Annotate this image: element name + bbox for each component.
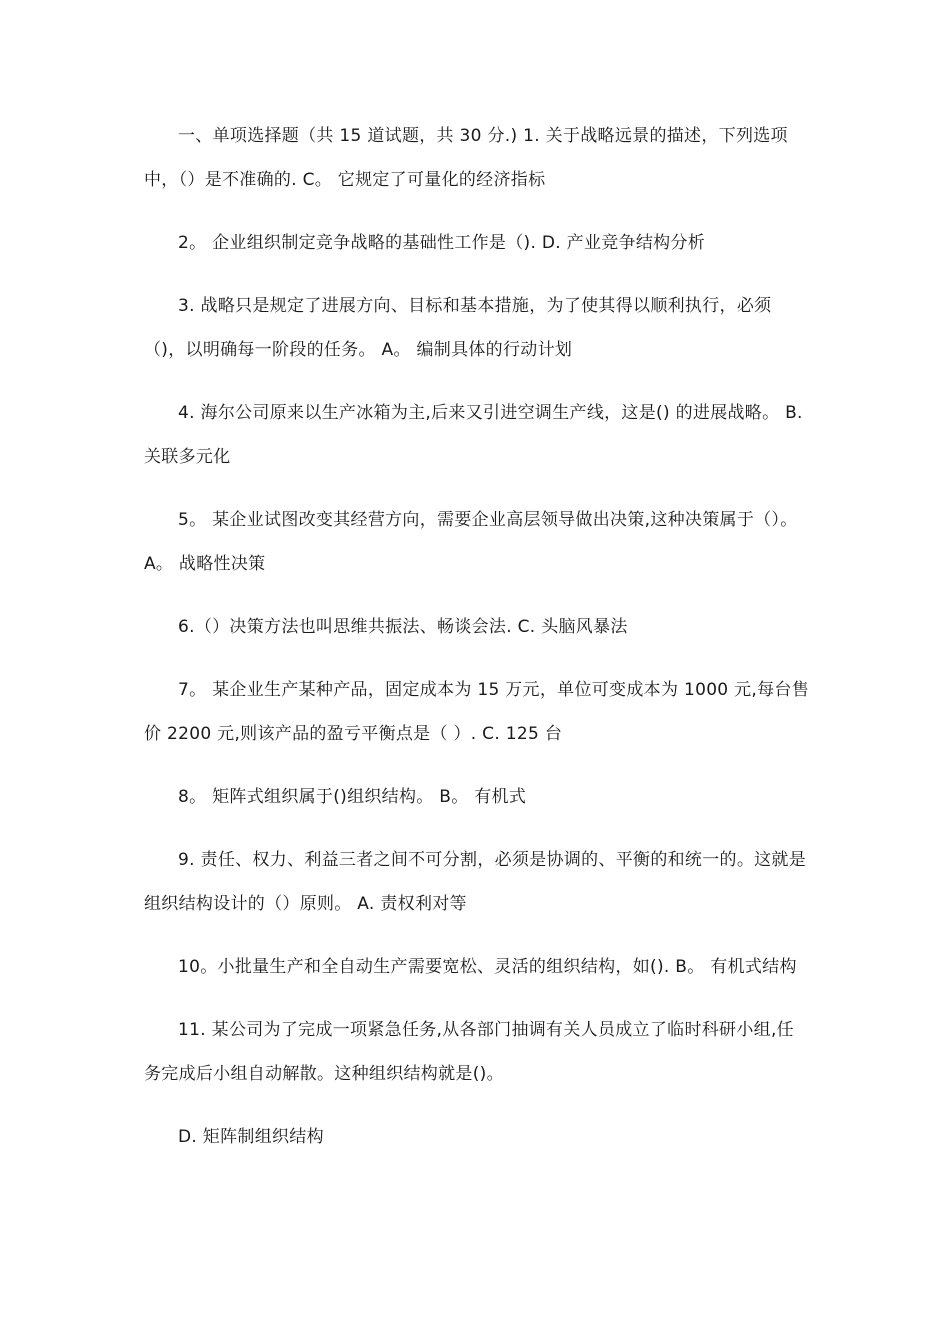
question-2-paragraph: 2。 企业组织制定竞争战略的基础性工作是（). D. 产业竞争结构分析 [178,233,706,253]
question-5-paragraph: 5。 某企业试图改变其经营方向，需要企业高层领导做出决策,这种决策属于（）。 A。 战略性决策 [144,510,798,574]
question-10-paragraph: 10。小批量生产和全自动生产需要宽松、灵活的组织结构，如(). B。 有机式结构 [178,957,797,977]
question-3-paragraph: 3. 战略只是规定了进展方向、目标和基本措施，为了使其得以顺利执行，必须（)，以明确每一阶段的任务。 A。 编制具体的行动计划 [144,296,772,360]
question-7-paragraph: 7。 某企业生产某种产品，固定成本为 15 万元，单位可变成本为 1000 元,每台售价 2200 元,则该产品的盈亏平衡点是（ ）. C. 125 台 [144,680,810,744]
question-1-paragraph: 一、单项选择题（共 15 道试题，共 30 分.) 1. 关于战略远景的描述，下列选项中，（）是不准确的. C。 它规定了可量化的经济指标 [144,126,788,190]
question-11-answer-paragraph: D. 矩阵制组织结构 [178,1127,324,1147]
question-8-paragraph: 8。 矩阵式组织属于()组织结构。 B。 有机式 [178,787,527,807]
question-11-paragraph: 11. 某公司为了完成一项紧急任务,从各部门抽调有关人员成立了临时科研小组,任务完成后小组自动解散。这种组织结构就是()。 [144,1020,794,1084]
question-6-paragraph: 6.（）决策方法也叫思维共振法、畅谈会法. C. 头脑风暴法 [178,617,628,637]
document-body [144,114,810,1178]
question-9-paragraph: 9. 责任、权力、利益三者之间不可分割，必须是协调的、平衡的和统一的。这就是组织结构设计的（）原则。 A. 责权利对等 [144,850,807,914]
question-4-paragraph: 4. 海尔公司原来以生产冰箱为主,后来又引进空调生产线，这是() 的进展战略。 B. 关联多元化 [144,403,803,467]
